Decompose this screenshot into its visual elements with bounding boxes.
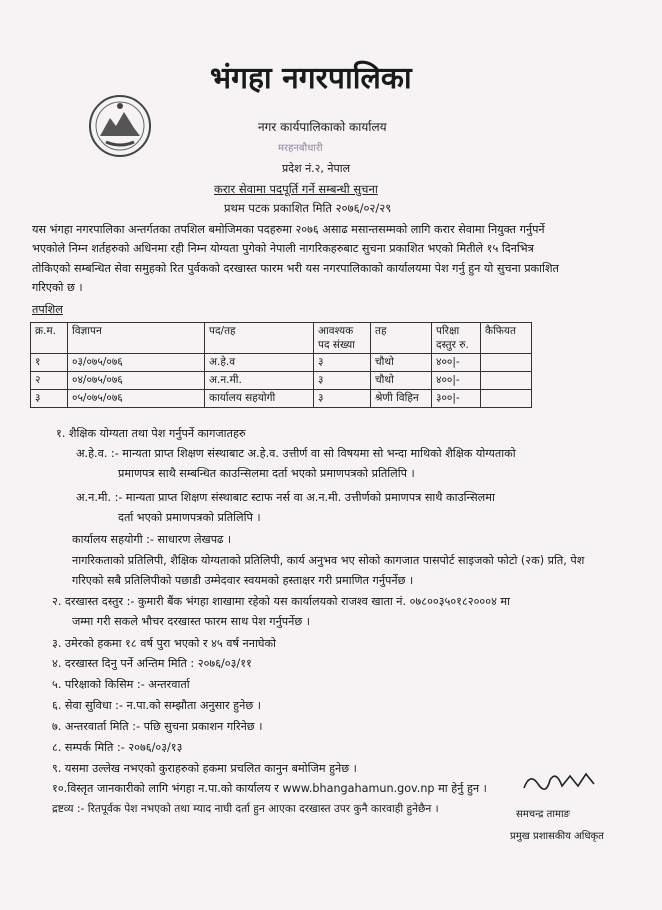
col-header: पद/तह	[205, 323, 314, 354]
item-10: १०.विस्तृत जानकारीको लागि भंगहा न.पा.को कार्यालय र www.bhangahamun.gov.np मा हेर्नु हुन ।	[52, 782, 487, 795]
item-5: ५. परिक्षाको किसिम :- अन्तरवार्ता	[52, 678, 190, 691]
col-header: विज्ञापन	[68, 323, 205, 354]
cell: ०५/०७५/०७६	[68, 390, 205, 408]
item-3: ३. उमेरको हकमा १८ वर्ष पुरा भएको र ४५ वर्ष ननाघेको	[52, 637, 276, 650]
office-name: नगर कार्यपालिकाको कार्यालय	[258, 120, 387, 134]
col-header: आवश्यक पद संख्या	[314, 323, 371, 354]
cell: चौथो	[371, 354, 432, 372]
qualification-ahew: अ.हे.व. :- मान्यता प्राप्त शिक्षण संस्थाबाट अ.हे.व. उत्तीर्ण वा सो विषयमा सो भन्दा माथिको शैक्षिक योग्यताको	[76, 447, 516, 460]
nepal-emblem-icon	[86, 92, 154, 160]
cell: ३	[314, 354, 371, 372]
cell: अ.न.मी.	[205, 372, 314, 390]
col-header: कैफियत	[481, 323, 532, 354]
cell: श्रेणी विहिन	[371, 390, 432, 408]
intro-line: भएकोले निम्न शर्तहरुको अधिनमा रही निम्न योग्यता पुगेको नेपाली नागरिकहरुबाट सुचना प्रकाशित भएको मितीले १५ दिनभित्र	[32, 242, 534, 255]
table-row	[31, 390, 532, 408]
col-header: तह	[371, 323, 432, 354]
publish-date: प्रथम पटक प्रकाशित मिति २०७६/०२/२९	[224, 201, 392, 215]
cell: ३	[31, 390, 68, 408]
table-header-row	[31, 323, 532, 354]
item-4: ४. दरखास्त दिनु पर्ने अन्तिम मिति : २०७६/०३/११	[52, 657, 252, 670]
intro-line: तोकिएको सम्बन्धित सेवा समुहको रित पुर्वकको दरखास्त फारम भरी यस नगरपालिकाको कार्यालयमा पेश गर्नु हुन यो सुचना प्रकाशित	[32, 262, 559, 275]
qualification-anm-cont: दर्ता भएको प्रमाणपत्रको प्रतिलिपि ।	[118, 511, 261, 524]
col-header: परिक्षा दस्तुर रु.	[432, 323, 481, 354]
qualification-office-assistant: कार्यालय सहयोगी :- साधारण लेखपढ ।	[72, 533, 232, 546]
signatory-designation: प्रमुख प्रशासकीय अधिकृत	[510, 831, 604, 842]
cell: ३००|-	[432, 390, 481, 408]
cell: ०३/०७५/०७६	[68, 354, 205, 372]
cell	[481, 372, 532, 390]
signatory-name: समचन्द्र तामाङ	[516, 809, 570, 820]
cell: अ.हे.व	[205, 354, 314, 372]
item-8: ८. सम्पर्क मिति :- २०७६/०३/१३	[52, 741, 183, 754]
cell: १	[31, 354, 68, 372]
cell: ३	[314, 372, 371, 390]
vacancy-table	[30, 322, 532, 408]
cell: ३	[314, 390, 371, 408]
intro-line: यस भंगहा नगरपालिका अन्तर्गतका तपशिल बमोजिमका पदहरुमा २०७६ असाढ मसान्तसम्मको लागि करार सेवामा नियुक्त गर्नुपर्ने	[32, 223, 545, 236]
qualification-anm: अ.न.मी. :- मान्यता प्राप्त शिक्षण संस्थाबाट स्टाफ नर्स वा अ.न.मी. उत्तीर्णको प्रमाणपत्र साथै काउन्सिलमा	[76, 491, 495, 504]
office-address: मरहनबौधारी	[278, 143, 323, 154]
note: द्रष्टव्य :- रितपूर्वक पेश नभएको तथा म्याद नाघी दर्ता हुन आएका दरखास्त उपर कुनै कारवाही हुनेछैन ।	[52, 803, 439, 815]
col-header: क्र.म.	[31, 323, 68, 354]
tapsil-label: तपशिल	[32, 303, 63, 316]
province: प्रदेश नं.२, नेपाल	[282, 162, 351, 175]
cell: चौथो	[371, 372, 432, 390]
table-row	[31, 354, 532, 372]
signature-icon	[520, 766, 610, 796]
cell	[481, 354, 532, 372]
item-9: ९. यसमा उल्लेख नभएको कुराहरुको हकमा प्रचलित कानुन बमोजिम हुनेछ ।	[52, 762, 357, 775]
cell: ४००|-	[432, 354, 481, 372]
cell: ०४/०७५/०७६	[68, 372, 205, 390]
intro-line: गरिएको छ ।	[32, 281, 83, 294]
cell: कार्यालय सहयोगी	[205, 390, 314, 408]
item-1-heading: १. शैक्षिक योग्यता तथा पेश गर्नुपर्ने कागजातहरु	[56, 427, 246, 440]
notice-title: करार सेवामा पदपूर्ति गर्ने सम्बन्धी सुचना	[214, 182, 378, 196]
item-7: ७. अन्तरवार्ता मिति :- पछि सुचना प्रकाशन गरिनेछ ।	[52, 720, 263, 733]
cell: ४००|-	[432, 372, 481, 390]
cell	[481, 390, 532, 408]
qualification-ahew-cont: प्रमाणपत्र साथै सम्बन्धित काउन्सिलमा दर्ता भएको प्रमाणपत्रको प्रतिलिपि ।	[118, 467, 415, 480]
item-6: ६. सेवा सुविधा :- न.पा.को सम्झौता अनुसार हुनेछ ।	[52, 699, 261, 712]
item-2: २. दरखास्त दस्तुर :- कुमारी बैंक भंगहा शाखामा रहेको यस कार्यालयको राजश्व खाता नं. ०७८००३५०१८२०००४ मा	[52, 595, 511, 608]
documents-required: नागरिकताको प्रतिलिपी, शैक्षिक योग्यताको प्रतिलिपी, कार्य अनुभव भए सोको कागजात पासपोर्ट साइजको फोटो (२क) प्रति, पेश	[72, 554, 585, 567]
cell: २	[31, 372, 68, 390]
documents-required-cont: गरिएको सबै प्रतिलिपीको पछाडी उम्मेदवार स्वयमको हस्ताक्षर गरी प्रमाणित गर्नुपर्नेछ ।	[72, 574, 414, 587]
item-2-cont: जम्मा गरी सकले भौचर दरखास्त फारम साथ पेश गर्नुपर्नेछ ।	[72, 615, 311, 628]
table-row	[31, 372, 532, 390]
municipality-title: भंगहा नगरपालिका	[210, 61, 412, 96]
